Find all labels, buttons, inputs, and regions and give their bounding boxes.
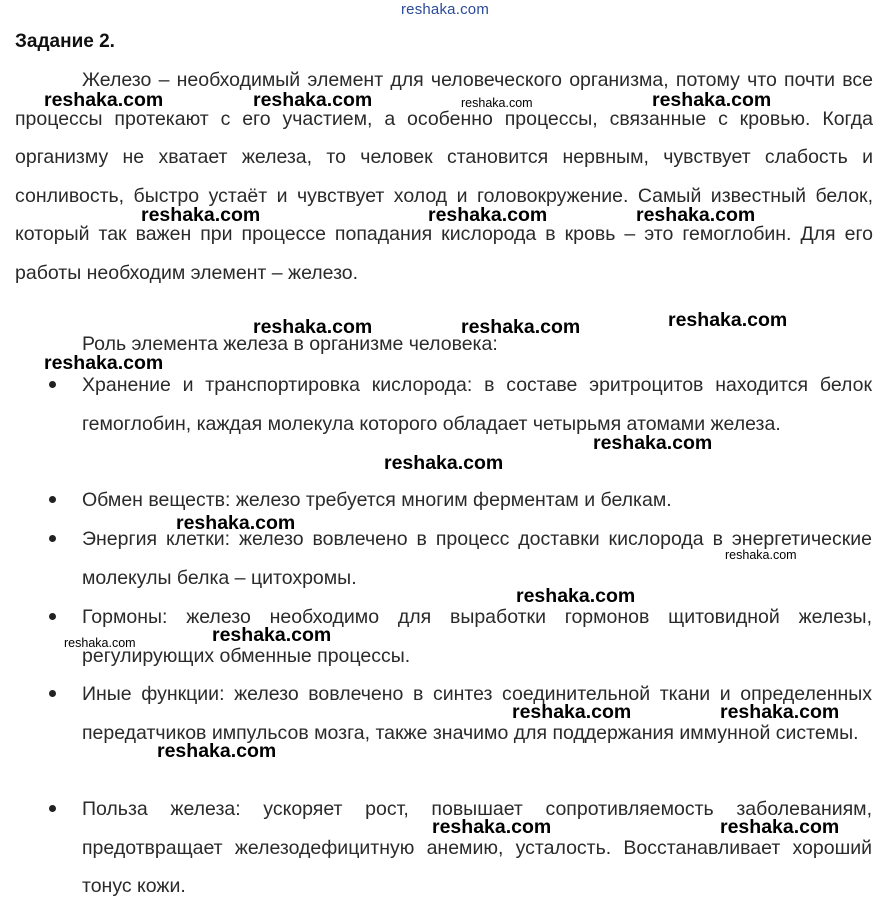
bullet-dot-icon xyxy=(49,690,56,697)
watermark: reshaka.com xyxy=(593,432,713,454)
bullet-dot-icon xyxy=(49,535,56,542)
bullet-dot-icon xyxy=(49,381,56,388)
task-title: Задание 2. xyxy=(15,31,115,52)
watermark: reshaka.com xyxy=(461,96,533,110)
list-item-text: Польза железа: ускоряет рост, повышает сопротивляемость заболеваниям, предотвращает железодефицитную анемию, усталость. Восстанавливает хороший тонус кожи. xyxy=(82,798,872,897)
watermark: reshaka.com xyxy=(428,204,548,226)
watermark: reshaka.com xyxy=(44,352,164,374)
watermark: reshaka.com xyxy=(636,204,756,226)
watermark: reshaka.com xyxy=(141,204,261,226)
bullet-dot-icon xyxy=(49,496,56,503)
watermark: reshaka.com xyxy=(461,316,581,338)
list-item-text: Иные функции: железо вовлечено в синтез соединительной ткани и определенных передатчиков импульсов мозга, также значимо для поддержания иммунной системы. xyxy=(82,683,872,744)
site-header-link[interactable]: reshaka.com xyxy=(400,1,490,18)
watermark: reshaka.com xyxy=(432,816,552,838)
watermark: reshaka.com xyxy=(253,89,373,111)
list-item-text: Гормоны: железо необходимо для выработки гормонов щитовидной железы, регулирующих обменные процессы. xyxy=(82,606,872,667)
watermark: reshaka.com xyxy=(157,740,277,762)
bullet-dot-icon xyxy=(49,613,56,620)
watermark: reshaka.com xyxy=(720,701,840,723)
watermark: reshaka.com xyxy=(44,89,164,111)
watermark: reshaka.com xyxy=(176,512,296,534)
list-item-text: Хранение и транспортировка кислорода: в составе эритроцитов находится белок гемоглобин, каждая молекула которого обладает четырьмя атомами железа. xyxy=(82,374,872,435)
list-item-text: Энергия клетки: железо вовлечено в процесс доставки кислорода в энергетические молекулы белка – цитохромы. xyxy=(82,528,872,589)
watermark: reshaka.com xyxy=(668,309,788,331)
watermark: reshaka.com xyxy=(652,89,772,111)
bullet-dot-icon xyxy=(49,805,56,812)
watermark: reshaka.com xyxy=(253,316,373,338)
watermark: reshaka.com xyxy=(384,452,504,474)
role-heading: Роль элемента железа в организме человека: xyxy=(82,333,498,355)
watermark: reshaka.com xyxy=(512,701,632,723)
list-item xyxy=(82,598,872,675)
watermark: reshaka.com xyxy=(720,816,840,838)
watermark: reshaka.com xyxy=(212,624,332,646)
watermark: reshaka.com xyxy=(516,585,636,607)
watermark: reshaka.com xyxy=(725,548,797,562)
list-item xyxy=(82,366,872,443)
list-item xyxy=(82,790,872,906)
intro-paragraph: Железо – необходимый элемент для человеческого организма, потому что почти все процессы протекают с его участием, а особенно процессы, связанные с кровью. Когда организму не хватает железа, то человек становится нервным, чувствует слабость и сонливость, быстро устаёт и чувствует холод и головокружение. Самый известный белок, который так важен при процессе попадания кислорода в кровь – это гемоглобин. Для его работы необходим элемент – железо. xyxy=(15,69,873,284)
list-item-text: Обмен веществ: железо требуется многим ферментам и белкам. xyxy=(82,489,672,511)
watermark: reshaka.com xyxy=(64,636,136,650)
